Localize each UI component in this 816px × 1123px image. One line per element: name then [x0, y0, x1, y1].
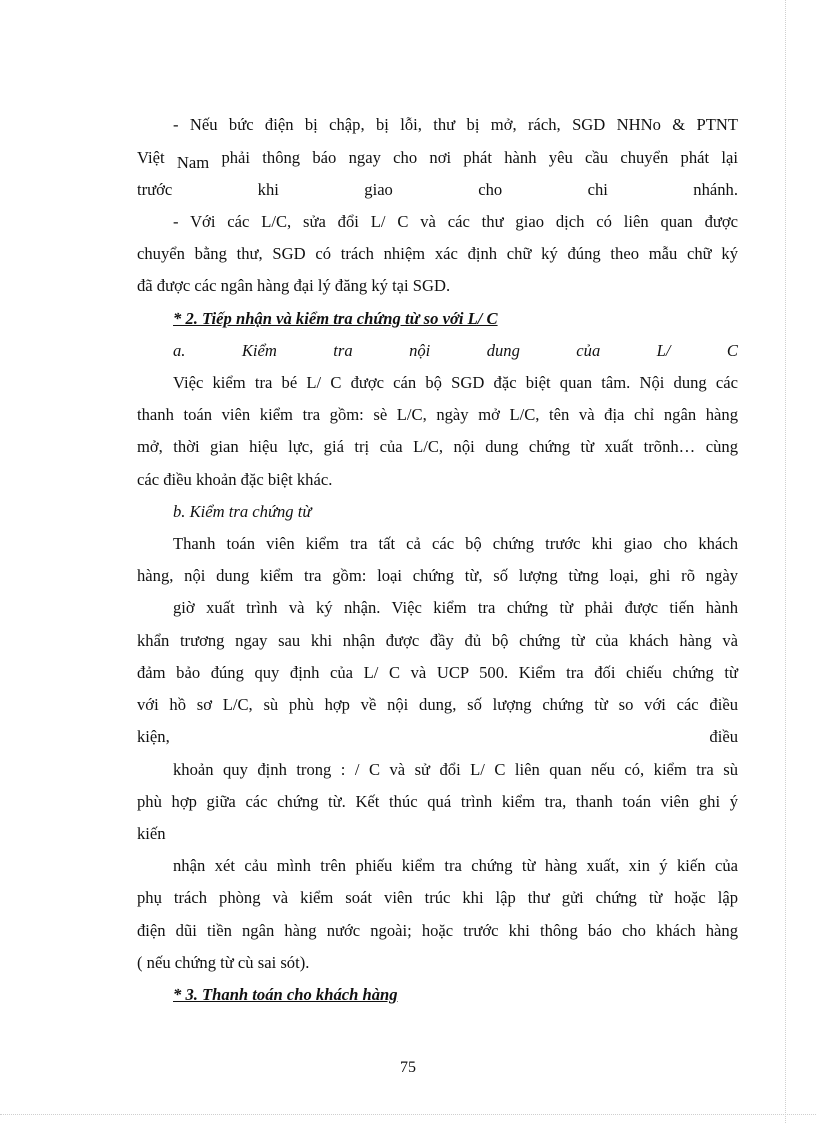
paragraph-line: kiện, điều [137, 727, 738, 746]
paragraph-line: thanh toán viên kiểm tra gồm: sè L/C, ngày mở L/C, tên và địa chỉ ngân hàng [137, 405, 738, 424]
paragraph-line: nhận xét cảu mình trên phiếu kiểm tra chứng từ hàng xuất, xin ý kiến của [173, 856, 738, 875]
paragraph-line: đã được các ngân hàng đại lý đăng ký tại SGD. [137, 276, 451, 295]
paragraph-line [137, 145, 738, 171]
paragraph-line: với hồ sơ L/C, sù phù hợp về nội dung, số lượng chứng từ so với các điều [137, 695, 738, 714]
paragraph-line: trước khi giao cho chi nhánh. [137, 180, 738, 199]
word-viet: Việt [137, 148, 165, 167]
paragraph-line: phụ trách phòng và kiểm soát viên trúc khi lập thư gửi chứng từ hoặc lập [137, 888, 738, 907]
subheading-b: b. Kiểm tra chứng từ [173, 502, 312, 521]
word-nam-subscript: Nam [176, 153, 210, 172]
paragraph-line: khẩn trương ngay sau khi nhận được đầy đủ bộ chứng từ của khách hàng và [137, 631, 738, 650]
margin-guide-bottom [0, 1114, 816, 1115]
paragraph-line: các điều khoản đặc biệt khác. [137, 470, 333, 489]
section-heading-3: * 3. Thanh toán cho khách hàng [173, 985, 398, 1004]
subheading-a: a. Kiểm tra nội dung của L/ C [173, 341, 738, 360]
paragraph-line: phù hợp giữa các chứng từ. Kết thúc quá trình kiểm tra, thanh toán viên ghi ý [137, 792, 738, 811]
paragraph-line: chuyển bằng thư, SGD có trách nhiệm xác định chữ ký đúng theo mẫu chữ ký [137, 244, 738, 263]
paragraph-line: - Nếu bức điện bị chập, bị lỗi, thư bị mở, rách, SGD NHNo & PTNT [173, 115, 738, 134]
paragraph-line: Thanh toán viên kiểm tra tất cả các bộ chứng trước khi giao cho khách [173, 534, 738, 553]
paragraph-line: mở, thời gian hiệu lực, giá trị của L/C, nội dung chứng từ xuất trõnh… cùng [137, 437, 738, 456]
margin-guide-right [785, 0, 786, 1123]
paragraph-line: điện dũi tiền ngân hàng nước ngoài; hoặc trước khi thông báo cho khách hàng [137, 921, 738, 940]
paragraph-line: Việc kiểm tra bé L/ C được cán bộ SGD đặc biệt quan tâm. Nội dung các [173, 373, 738, 392]
paragraph-line: hàng, nội dung kiểm tra gồm: loại chứng từ, số lượng từng loại, ghi rõ ngày [137, 566, 738, 585]
section-heading-2: * 2. Tiếp nhận và kiểm tra chứng từ so với L/ C [173, 309, 498, 328]
paragraph-line: kiến [137, 824, 166, 843]
paragraph-line: ( nếu chứng từ cù sai sót). [137, 953, 310, 972]
line-remainder: phải thông báo ngay cho nơi phát hành yêu cầu chuyển phát lại [221, 148, 738, 167]
paragraph-line: khoản quy định trong : / C và sử đổi L/ C liên quan nếu có, kiểm tra sù [173, 760, 738, 779]
paragraph-line: đảm bảo đúng quy định của L/ C và UCP 500. Kiểm tra đối chiếu chứng từ [137, 663, 738, 682]
paragraph-line: - Với các L/C, sửa đổi L/ C và các thư giao dịch có liên quan được [173, 212, 738, 231]
paragraph-line: giờ xuất trình và ký nhận. Việc kiểm tra chứng từ phải được tiến hành [173, 598, 738, 617]
page-number: 75 [400, 1059, 416, 1076]
